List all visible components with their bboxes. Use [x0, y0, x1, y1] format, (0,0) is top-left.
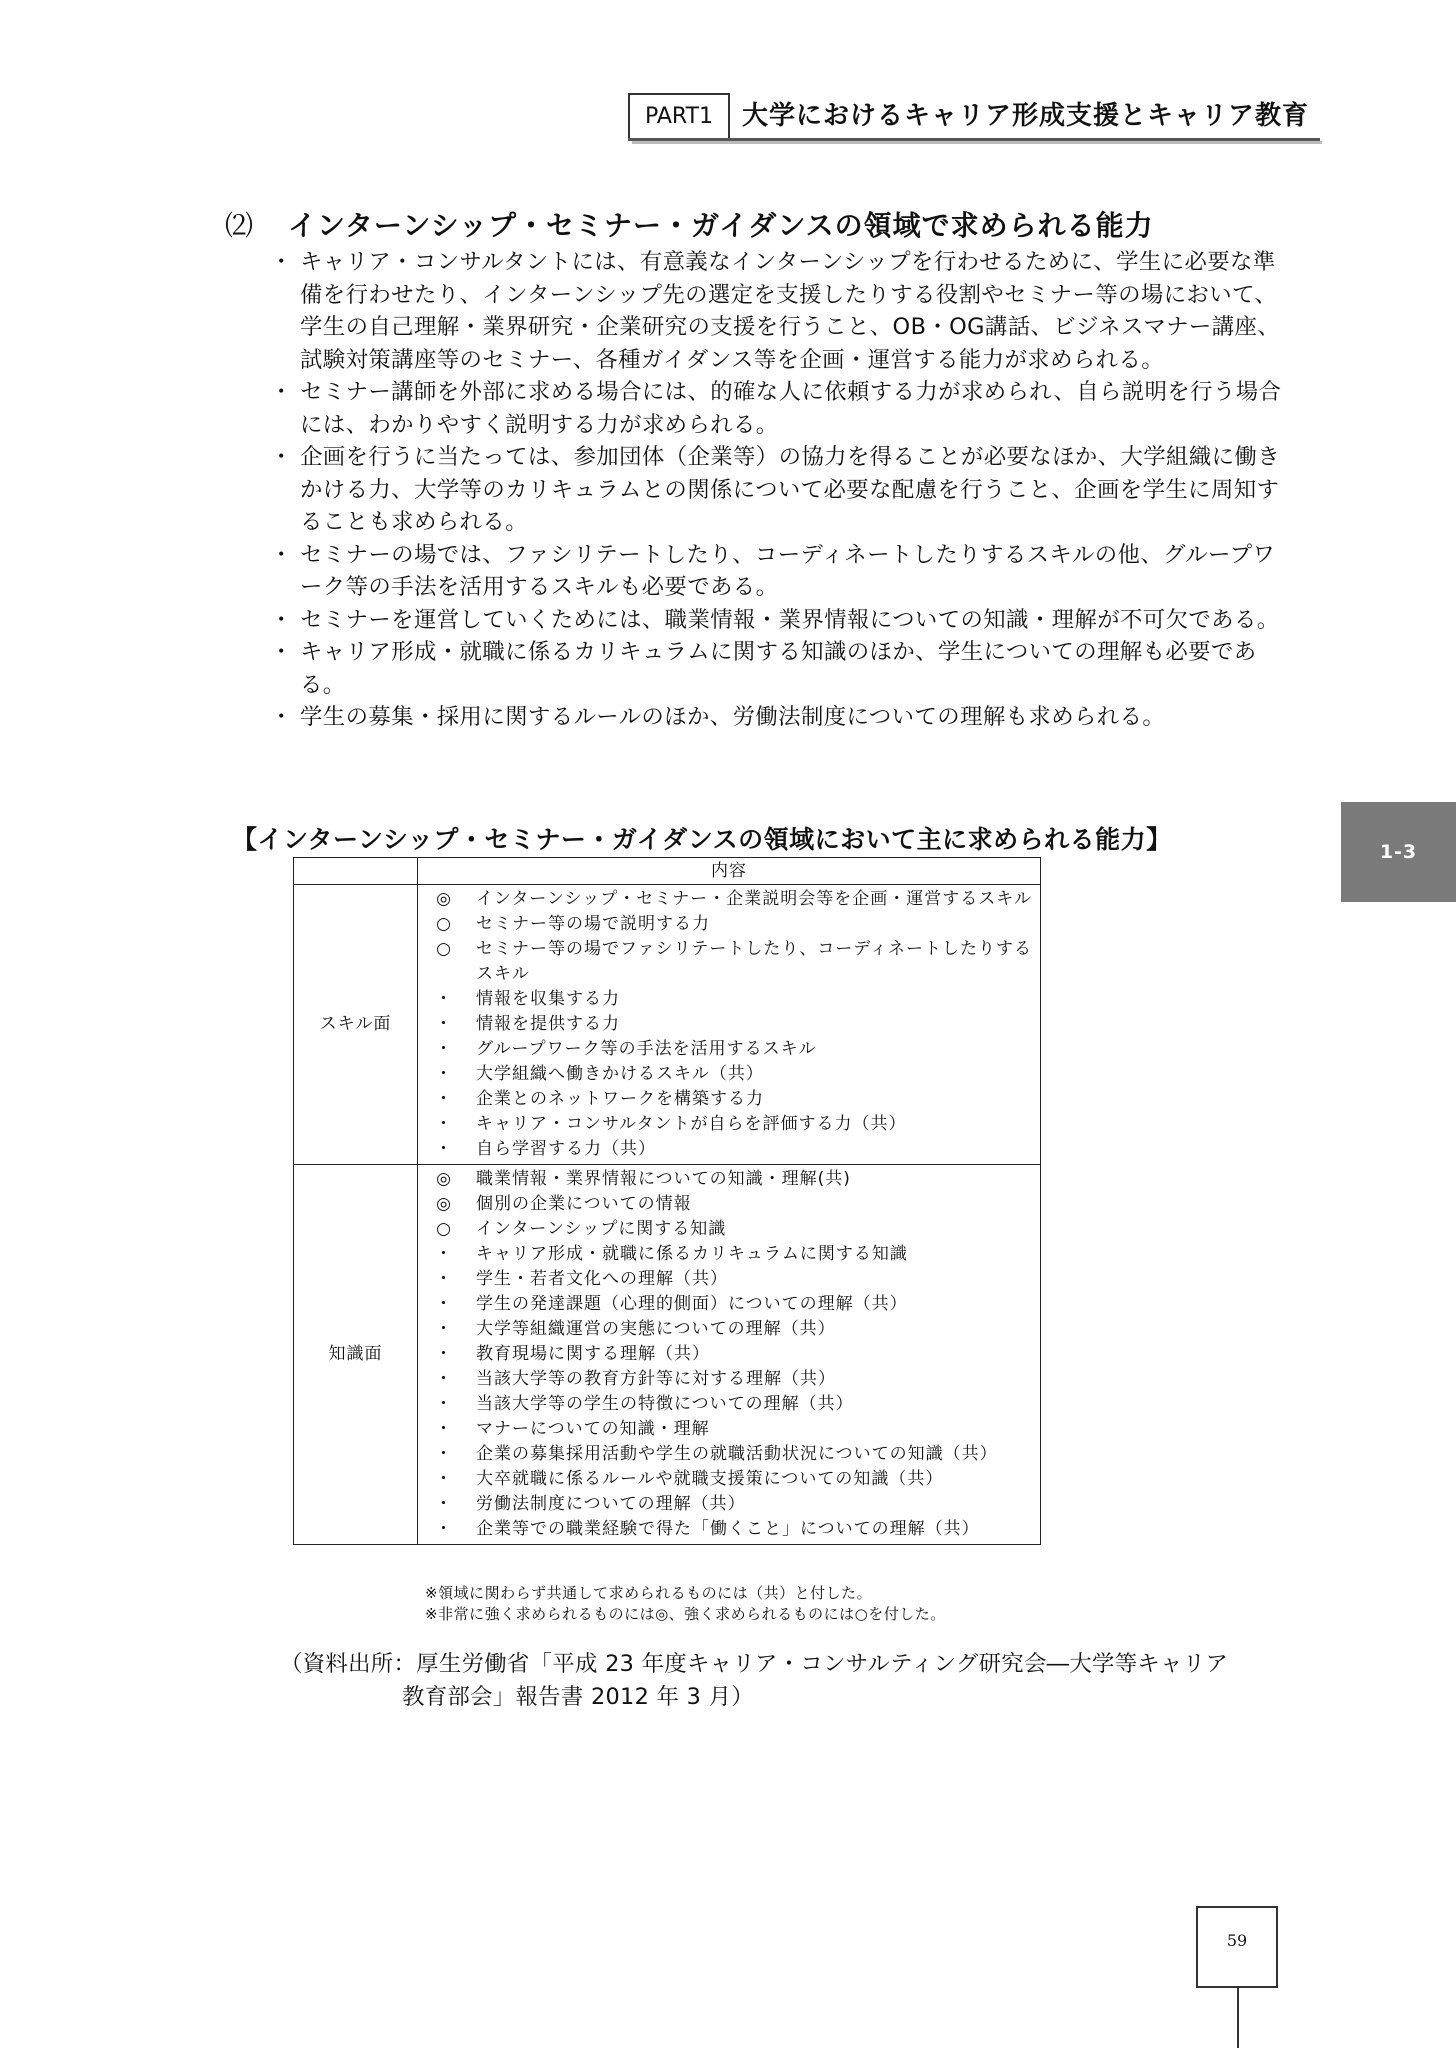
item-mark: ・: [435, 1344, 453, 1364]
item-text: 自ら学習する力（共）: [476, 1139, 656, 1159]
item-mark: ・: [435, 1139, 453, 1159]
table-note: ※領域に関わらず共通して求められるものには（共）と付した。: [425, 1584, 873, 1602]
table-item: [430, 1012, 1040, 1037]
item-text: 大学等組織運営の実態についての理解（共）: [476, 1319, 836, 1339]
item-text: インターンシップ・セミナー・企業説明会等を企画・運営するスキル: [476, 889, 1033, 909]
item-text: 情報を提供する力: [476, 1014, 620, 1034]
table-item: [430, 1192, 1040, 1217]
table-row-skill: [294, 885, 1041, 1165]
table-item: [430, 912, 1040, 937]
bullet-item: ・ セミナーの場では、ファシリテートしたり、コーディネートしたりするスキルの他、グループワーク等の手法を活用するスキルも必要である。: [276, 539, 1286, 604]
table-item: [430, 987, 1040, 1012]
section-number: ⑵: [225, 209, 254, 242]
item-text: 企業等での職業経験で得た「働くこと」についての理解（共）: [476, 1519, 980, 1539]
item-mark: ・: [435, 1014, 453, 1034]
table-item: [430, 1112, 1040, 1137]
item-mark: ・: [435, 1469, 453, 1489]
item-text: 労働法制度についての理解（共）: [476, 1494, 746, 1514]
item-mark: ◎: [436, 1169, 452, 1189]
item-text: 企業の募集採用活動や学生の就職活動状況についての知識（共）: [476, 1444, 998, 1464]
item-text: キャリア・コンサルタントが自らを評価する力（共）: [476, 1114, 907, 1134]
table-item: [430, 1442, 1040, 1467]
table-item: [430, 1417, 1040, 1442]
table-item: [430, 1492, 1040, 1517]
items-cell: [418, 885, 1041, 1165]
item-mark: ○: [436, 939, 452, 959]
item-text: 学生の発達課題（心理的側面）についての理解（共）: [476, 1294, 908, 1314]
header-rule-shadow: [632, 141, 1322, 144]
source-line-1: （資料出所：厚生労働省「平成 23 年度キャリア・コンサルティング研究会―大学等キャリア: [280, 1651, 1229, 1677]
item-mark: ・: [435, 1419, 453, 1439]
table-item: [430, 887, 1040, 912]
table-header-blank: [294, 858, 418, 885]
item-text: 教育現場に関する理解（共）: [476, 1344, 710, 1364]
item-text: 当該大学等の学生の特徴についての理解（共）: [476, 1394, 854, 1414]
item-text: インターンシップに関する知識: [476, 1219, 727, 1239]
table-item: [430, 1167, 1040, 1192]
item-text: グループワーク等の手法を活用するスキル: [476, 1039, 817, 1059]
item-mark: ◎: [436, 1194, 452, 1214]
item-text: 情報を収集する力: [476, 989, 620, 1009]
ability-bullet-list: [276, 246, 1286, 734]
chapter-side-tab: 1-3: [1341, 802, 1456, 902]
item-mark: ・: [435, 1269, 453, 1289]
item-mark: ・: [435, 1369, 453, 1389]
item-mark: ○: [436, 1219, 452, 1239]
bullet-item: ・ キャリア・コンサルタントには、有意義なインターンシップを行わせるために、学生に必要な準備を行わせたり、インターンシップ先の選定を支援したりする役割やセミナー等の場において、学生の自己理解・業界研究・企業研究の支援を行うこと、OB・OG講話、ビジネスマナー講座、試験対策講座等のセミナー、各種ガイダンス等を企画・運営する能力が求められる。: [276, 246, 1286, 376]
table-item: [430, 1342, 1040, 1367]
source-line-2: 教育部会」報告書 2012 年 3 月）: [402, 1683, 754, 1710]
item-text: 大卒就職に係るルールや就職支援策についての知識（共）: [476, 1469, 944, 1489]
item-mark: ○: [436, 914, 452, 934]
item-mark: ・: [435, 1244, 453, 1264]
item-text: キャリア形成・就職に係るカリキュラムに関する知識: [476, 1244, 908, 1264]
item-mark: ・: [435, 1444, 453, 1464]
item-text: セミナー等の場で説明する力: [476, 914, 710, 934]
table-title: 【インターンシップ・セミナー・ガイダンスの領域において主に求められる能力】: [232, 825, 1172, 854]
source-citation: [280, 1648, 1300, 1713]
bullet-item: ・ セミナー講師を外部に求める場合には、的確な人に依頼する力が求められ、自ら説明を行う場合には、わかりやすく説明する力が求められる。: [276, 376, 1286, 441]
item-mark: ・: [435, 989, 453, 1009]
item-mark: ・: [435, 1394, 453, 1414]
item-mark: ・: [435, 1064, 453, 1084]
item-text: セミナー等の場でファシリテートしたり、コーディネートしたりするスキル: [476, 939, 1032, 984]
table-item: [430, 1292, 1040, 1317]
item-text: 個別の企業についての情報: [476, 1194, 692, 1214]
part-label: PART1: [628, 93, 730, 138]
category-cell: スキル面: [294, 885, 418, 1165]
items-cell: [418, 1165, 1041, 1545]
table-item: [430, 1392, 1040, 1417]
item-text: 当該大学等の教育方針等に対する理解（共）: [476, 1369, 836, 1389]
item-mark: ・: [435, 1114, 453, 1134]
item-mark: ・: [435, 1319, 453, 1339]
bullet-item: ・ 企画を行うに当たっては、参加団体（企業等）の協力を得ることが必要なほか、大学組織に働きかける力、大学等のカリキュラムとの関係について必要な配慮を行うこと、企画を学生に周知することも求められる。: [276, 441, 1286, 539]
item-text: 学生・若者文化への理解（共）: [476, 1269, 728, 1289]
ability-table: [293, 857, 1041, 1545]
table-item: [430, 1062, 1040, 1087]
table-item: [430, 1317, 1040, 1342]
item-text: 職業情報・業界情報についての知識・理解(共): [476, 1169, 851, 1189]
item-text: 大学組織へ働きかけるスキル（共）: [476, 1064, 764, 1084]
table-item: [430, 1517, 1040, 1542]
table-row-knowledge: [294, 1165, 1041, 1545]
bullet-item: ・ 学生の募集・採用に関するルールのほか、労働法制度についての理解も求められる。: [276, 701, 1286, 734]
table-item: [430, 1087, 1040, 1112]
table-item: [430, 1242, 1040, 1267]
bullet-item: ・ キャリア形成・就職に係るカリキュラムに関する知識のほか、学生についての理解も必要である。: [276, 636, 1286, 701]
table-header-content: 内容: [418, 858, 1041, 885]
item-mark: ・: [435, 1089, 453, 1109]
table-item: [430, 1137, 1040, 1162]
table-note: ※非常に強く求められるものには◎、強く求められるものには○を付した。: [425, 1605, 946, 1623]
item-mark: ・: [435, 1039, 453, 1059]
table-item: [430, 1467, 1040, 1492]
table-item: [430, 1037, 1040, 1062]
item-mark: ・: [435, 1519, 453, 1539]
section-title: インターンシップ・セミナー・ガイダンスの領域で求められる能力: [288, 209, 1154, 242]
item-mark: ・: [435, 1294, 453, 1314]
bullet-item: ・ セミナーを運営していくためには、職業情報・業界情報についての知識・理解が不可欠である。: [276, 604, 1286, 637]
header-title: 大学におけるキャリア形成支援とキャリア教育: [742, 101, 1310, 131]
table-item: [430, 937, 1040, 987]
table-header-row: [294, 858, 1041, 885]
item-mark: ・: [435, 1494, 453, 1514]
table-item: [430, 1217, 1040, 1242]
page-number-rule: [1237, 1988, 1239, 2048]
item-mark: ◎: [436, 889, 452, 909]
table-item: [430, 1367, 1040, 1392]
category-cell: 知識面: [294, 1165, 418, 1545]
page-number: 59: [1196, 1906, 1278, 1988]
table-item: [430, 1267, 1040, 1292]
item-text: マナーについての知識・理解: [476, 1419, 710, 1439]
item-text: 企業とのネットワークを構築する力: [476, 1089, 764, 1109]
